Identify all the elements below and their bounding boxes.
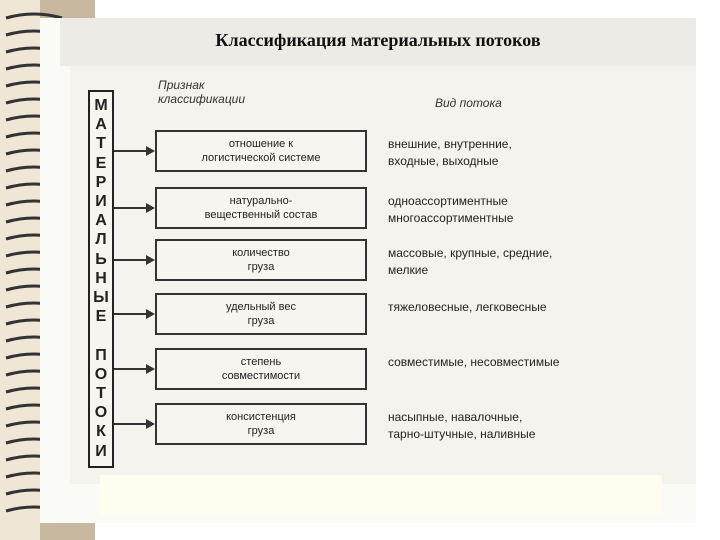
feature-box	[155, 403, 367, 445]
feature-box	[155, 293, 367, 335]
feature-label: отношение к логистической системе	[201, 138, 321, 164]
connector-line	[114, 150, 148, 152]
vertical-letter: Т	[96, 385, 106, 402]
feature-label: степень совместимости	[221, 356, 301, 382]
connector-line	[114, 423, 148, 425]
feature-box	[155, 130, 367, 172]
flow-type-text: тяжеловесные, легковесные	[388, 300, 547, 314]
vertical-letter: К	[96, 423, 106, 441]
vertical-letter: Н	[95, 269, 107, 287]
arrow-icon	[146, 255, 155, 265]
feature-label: удельный вес груза	[226, 301, 296, 327]
flow-type-text: внешние, внутренние, входные, выходные	[388, 137, 512, 168]
feature-label: количество груза	[232, 247, 290, 273]
vertical-letter: О	[94, 365, 108, 383]
connector-line	[114, 207, 148, 209]
vertical-letter: Е	[95, 154, 107, 172]
header-feature-text: Признак классификации	[158, 78, 246, 106]
vertical-letter: П	[95, 346, 107, 364]
vertical-letter: И	[95, 193, 107, 210]
arrow-icon	[146, 309, 155, 319]
vertical-letter: И	[95, 442, 107, 460]
vertical-letter: А	[95, 212, 107, 230]
vertical-letter: О	[94, 404, 108, 422]
arrow-icon	[146, 419, 155, 429]
flow-type-text: совместимые, несовместимые	[388, 355, 560, 369]
vertical-letter: Т	[96, 135, 106, 153]
title-bar	[60, 18, 696, 66]
connector-line	[114, 259, 148, 261]
vertical-letter: Р	[95, 173, 107, 191]
flow-type-text: одноассортиментные многоассортиментные	[388, 194, 514, 225]
vertical-letter: Е	[95, 308, 107, 326]
page-title: Классификация материальных потоков	[215, 30, 541, 50]
vertical-letter: Ы	[93, 289, 109, 306]
vertical-letter: Ь	[95, 250, 107, 268]
connector-line	[114, 368, 148, 370]
feature-box	[155, 348, 367, 390]
header-feature	[158, 78, 245, 106]
vertical-label-box	[88, 90, 114, 468]
flow-type-text: насыпные, навалочные, тарно-штучные, наливные	[388, 410, 536, 441]
feature-label: натурально- вещественный состав	[204, 195, 318, 221]
vertical-letter: М	[94, 97, 108, 114]
arrow-icon	[146, 203, 155, 213]
arrow-icon	[146, 146, 155, 156]
feature-box	[155, 239, 367, 281]
footer-band	[100, 475, 662, 515]
header-flow: Вид потока	[435, 96, 502, 110]
feature-box	[155, 187, 367, 229]
feature-label: консистенция груза	[226, 411, 296, 437]
vertical-letter: А	[95, 116, 107, 134]
arrow-icon	[146, 364, 155, 374]
connector-line	[114, 313, 148, 315]
vertical-letter: Л	[95, 231, 107, 249]
flow-type-text: массовые, крупные, средние, мелкие	[388, 246, 553, 277]
